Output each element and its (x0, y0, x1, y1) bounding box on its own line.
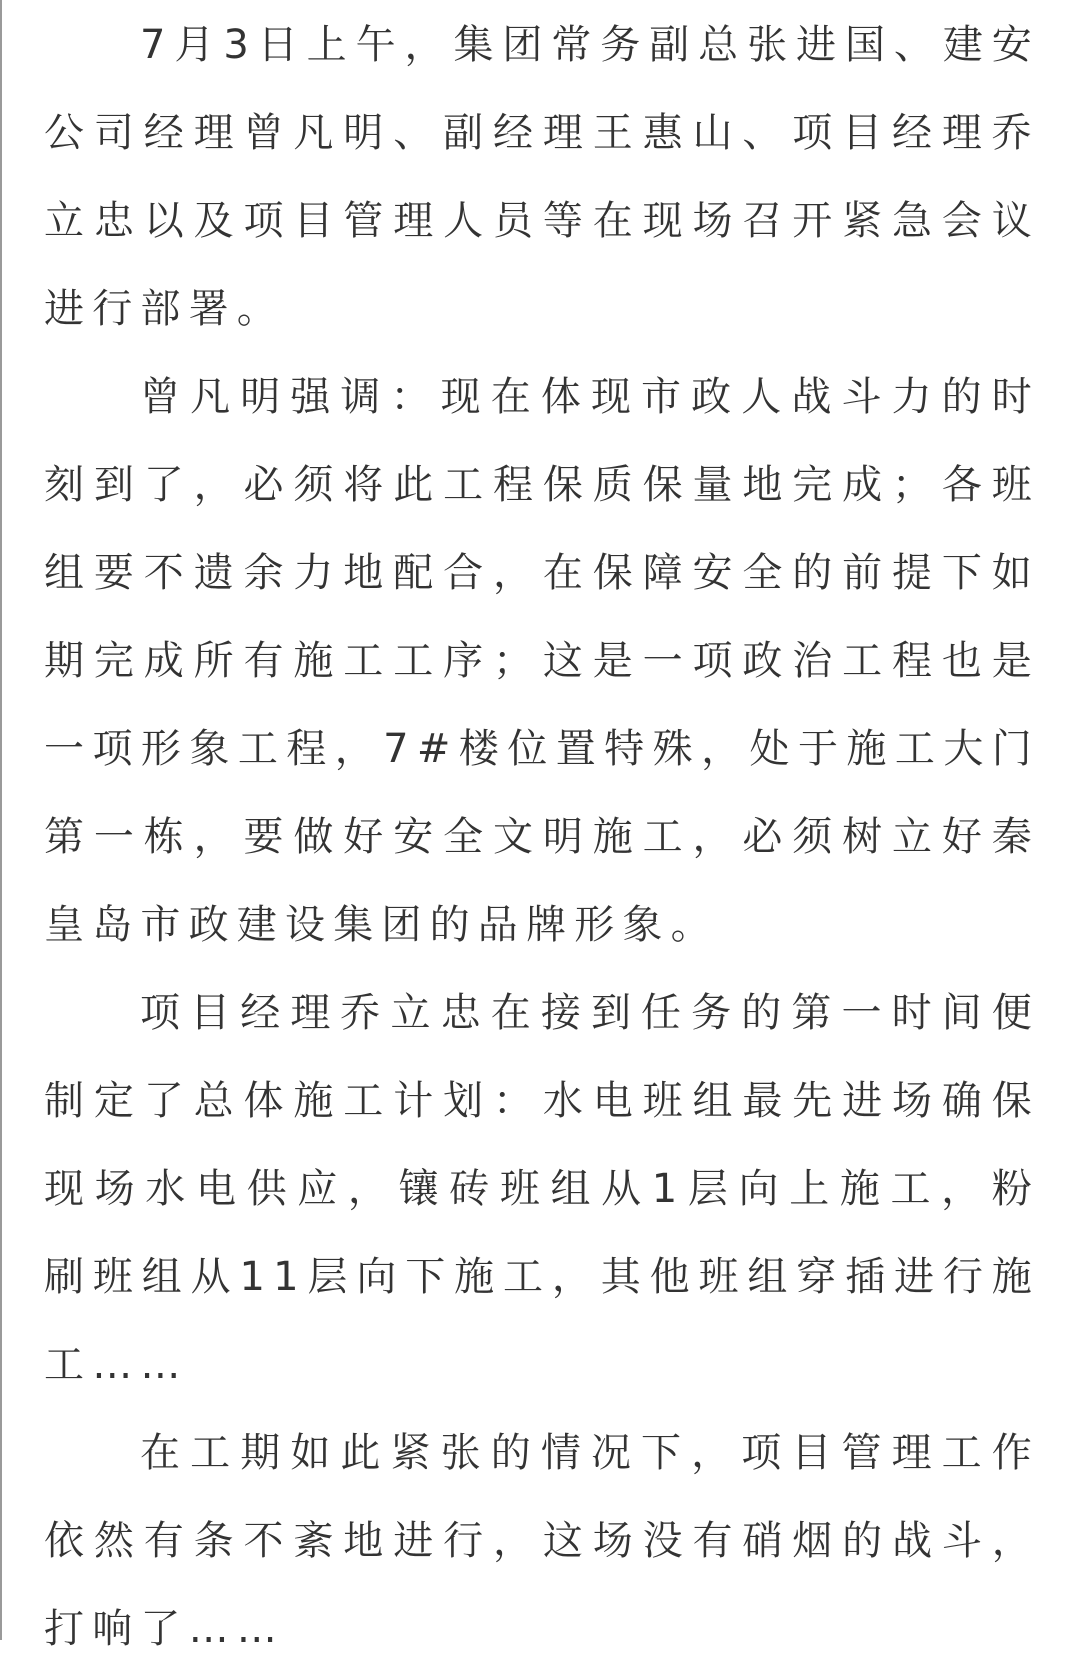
paragraph-closing: 在工期如此紧张的情况下，项目管理工作依然有条不紊地进行，这场没有硝烟的战斗，打响了…… (44, 1430, 1040, 1652)
left-border-line (0, 0, 2, 1640)
article-body (44, 0, 1040, 1673)
paragraph-construction-plan: 项目经理乔立忠在接到任务的第一时间便制定了总体施工计划：水电班组最先进场确保现场水电供应，镶砖班组从1层向上施工，粉刷班组从11层向下施工，其他班组穿插进行施工…… (44, 990, 1040, 1388)
paragraph-zeng-speech: 曾凡明强调：现在体现市政人战斗力的时刻到了，必须将此工程保质保量地完成；各班组要不遗余力地配合，在保障安全的前提下如期完成所有施工工序；这是一项政治工程也是一项形象工程，7#楼位置特殊，处于施工大门第一栋，要做好安全文明施工，必须树立好秦皇岛市政建设集团的品牌形象。 (44, 374, 1040, 948)
paragraph-meeting: 7月3日上午，集团常务副总张进国、建安公司经理曾凡明、副经理王惠山、项目经理乔立忠以及项目管理人员等在现场召开紧急会议进行部署。 (44, 22, 1040, 332)
